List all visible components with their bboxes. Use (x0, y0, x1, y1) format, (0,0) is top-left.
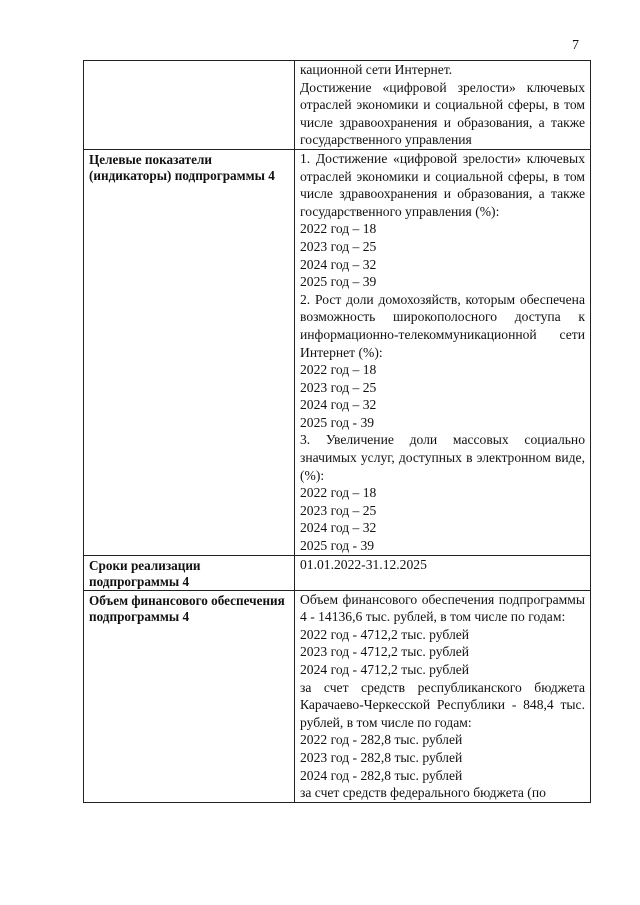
content-line: 2024 год – 32 (300, 397, 377, 413)
content-line: 2022 год - 282,8 тыс. рублей (300, 732, 463, 748)
content-line: кационной сети Интернет. (300, 62, 453, 77)
row-content (295, 555, 591, 590)
program-passport-table (83, 60, 591, 803)
content-line: за счет средств республиканского бюджета Карачаево-Черкесской Республики - 848,4 тыс. рублей, в том числе по годам: (300, 679, 585, 730)
row-label: Объем финансового обеспечения подпрограммы 4 (84, 590, 295, 802)
content-line: 2024 год - 282,8 тыс. рублей (300, 767, 463, 783)
table-row (84, 149, 591, 555)
row-content (295, 61, 591, 150)
table-row (84, 590, 591, 802)
content-line: 2024 год – 32 (300, 520, 377, 536)
content-line: 2022 год – 18 (300, 221, 377, 237)
row-label: Сроки реализации подпрограммы 4 (84, 555, 295, 590)
content-line: 2024 год – 32 (300, 256, 377, 272)
row-content (295, 590, 591, 802)
row-label: Целевые показатели (индикаторы) подпрограммы 4 (84, 149, 295, 555)
table-row (84, 61, 591, 150)
content-line: 2023 год - 4712,2 тыс. рублей (300, 644, 470, 660)
content-line: Объем финансового обеспечения подпрограммы 4 - 14136,6 тыс. рублей, в том числе по годам: (300, 591, 585, 625)
content-line: 2025 год – 39 (300, 274, 377, 290)
content-line: 2023 год – 25 (300, 238, 377, 254)
table-row (84, 555, 591, 590)
content-line: 2022 год - 4712,2 тыс. рублей (300, 626, 470, 642)
content-line: 2025 год - 39 (300, 538, 375, 554)
content-line: 2023 год – 25 (300, 379, 377, 395)
content-line: 1. Достижение «цифровой зрелости» ключевых отраслей экономики и социальной сферы, в том числе здравоохранения и образования, а также государственного управления (%): (300, 150, 585, 219)
content-line: 2023 год - 282,8 тыс. рублей (300, 749, 463, 765)
content-line: 2022 год – 18 (300, 485, 377, 501)
content-line: 01.01.2022-31.12.2025 (300, 556, 427, 572)
content-line: 3. Увеличение доли массовых социально значимых услуг, доступных в электронном виде, (%): (300, 432, 585, 483)
content-line: 2024 год - 4712,2 тыс. рублей (300, 662, 470, 677)
content-line: Достижение «цифровой зрелости» ключевых отраслей экономики и социальной сферы, в том числе здравоохранения и образования, а также государственного управления (300, 79, 585, 148)
content-line: 2. Рост доли домохозяйств, которым обеспечена возможность широкополосного доступа к информационно-телекоммуникационной сети Интернет (%): (300, 291, 585, 360)
content-line: 2023 год – 25 (300, 502, 377, 518)
row-label (84, 61, 295, 150)
page-number: 7 (572, 38, 579, 53)
content-line: 2022 год – 18 (300, 362, 377, 378)
content-line: 2025 год - 39 (300, 414, 375, 430)
row-content (295, 149, 591, 555)
content-line: за счет средств федерального бюджета (по (300, 785, 546, 801)
